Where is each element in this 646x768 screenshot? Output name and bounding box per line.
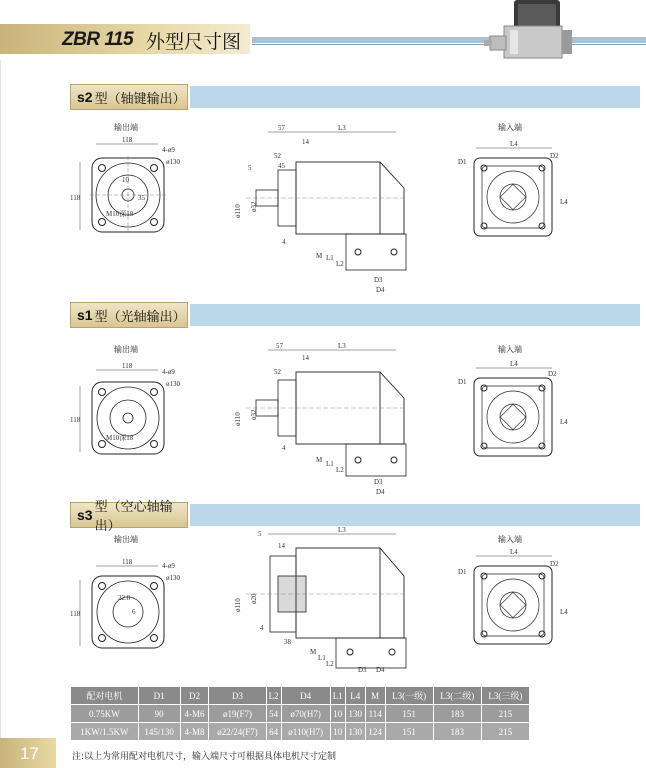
table-cell: 124: [365, 723, 385, 741]
svg-text:38: 38: [284, 638, 291, 646]
svg-text:D4: D4: [376, 286, 385, 294]
s3-side-view: [226, 526, 426, 676]
header-rule-line: [252, 44, 646, 45]
svg-text:L3: L3: [338, 342, 346, 350]
table-header: D4: [281, 687, 330, 705]
s3-input-end-view: [452, 530, 572, 660]
table-cell: 64: [266, 723, 281, 741]
table-row: [71, 705, 530, 723]
svg-text:14: 14: [278, 542, 285, 550]
svg-text:D2: D2: [550, 152, 559, 160]
s1-output-end-view: [66, 340, 196, 470]
table-header-row: [71, 687, 530, 705]
svg-text:57: 57: [278, 124, 285, 132]
header-rule: [252, 37, 646, 43]
svg-text:输出端: 输出端: [114, 345, 138, 354]
output-caption: 输出端: [114, 123, 138, 132]
table-cell: 90: [138, 705, 180, 723]
table-cell: 10: [330, 705, 345, 723]
svg-text:ø110: ø110: [234, 204, 242, 218]
svg-text:35: 35: [138, 194, 145, 202]
svg-text:M10深18: M10深18: [106, 434, 134, 442]
svg-text:ø130: ø130: [166, 380, 180, 388]
table-cell: ø22/24(F7): [209, 723, 266, 741]
section-bar-s2: [70, 84, 640, 110]
s1-input-end-view: [452, 340, 572, 470]
svg-text:L4: L4: [510, 360, 518, 368]
model-name: ZBR 115: [62, 29, 134, 50]
table-cell: 4-M6: [180, 705, 209, 723]
table-cell: 54: [266, 705, 281, 723]
svg-text:10: 10: [122, 176, 129, 184]
table-cell: 151: [385, 705, 433, 723]
svg-text:M: M: [310, 648, 317, 656]
svg-text:D2: D2: [548, 370, 557, 378]
section-bar-fill: [190, 304, 640, 326]
svg-text:4-ø9: 4-ø9: [162, 146, 175, 154]
svg-text:5: 5: [248, 164, 252, 172]
svg-text:L4: L4: [510, 548, 518, 556]
dimension-table: [70, 686, 530, 741]
svg-text:L4: L4: [560, 608, 568, 616]
left-margin-rule: [0, 60, 1, 738]
section-bar-fill: [190, 504, 640, 526]
svg-text:M: M: [316, 456, 323, 464]
footnote: 注:以上为常用配对电机尺寸，输入端尺寸可根据具体电机尺寸定制: [72, 752, 337, 762]
table-cell: 1KW/1.5KW: [71, 723, 139, 741]
table-header: L1: [330, 687, 345, 705]
section-tag-s3: s3 型（空心轴输出）: [70, 502, 188, 528]
svg-text:118: 118: [70, 416, 81, 424]
table-cell: 130: [345, 705, 365, 723]
table-header: M: [365, 687, 385, 705]
gearbox-product-image: [484, 0, 584, 70]
model-label-box: [0, 28, 141, 52]
svg-text:L4: L4: [510, 140, 518, 148]
s2-input-end-view: [452, 118, 572, 248]
page-number: 17: [20, 744, 39, 763]
svg-text:输入端: 输入端: [498, 345, 522, 354]
svg-text:5: 5: [258, 530, 262, 538]
svg-text:M: M: [316, 252, 323, 260]
svg-text:L4: L4: [560, 418, 568, 426]
svg-text:ø130: ø130: [166, 574, 180, 582]
page-title: 外型尺寸图: [146, 31, 242, 53]
svg-text:4-ø9: 4-ø9: [162, 562, 175, 570]
table-cell: 183: [433, 723, 481, 741]
s3-output-end-view: [66, 530, 196, 660]
table-header: D2: [180, 687, 209, 705]
table-header: L3(二级): [433, 687, 481, 705]
table-cell: 145/130: [138, 723, 180, 741]
svg-text:M10深18: M10深18: [106, 210, 134, 218]
table-cell: 10: [330, 723, 345, 741]
table-cell: 0.75KW: [71, 705, 139, 723]
table-cell: 130: [345, 723, 365, 741]
svg-text:D1: D1: [458, 378, 467, 386]
svg-text:输出端: 输出端: [114, 535, 138, 544]
svg-text:ø110: ø110: [234, 598, 242, 612]
section-bar-s1: [70, 302, 640, 328]
svg-text:L4: L4: [560, 198, 568, 206]
svg-text:45: 45: [278, 162, 285, 170]
svg-text:L2: L2: [336, 466, 344, 474]
svg-text:4-ø9: 4-ø9: [162, 368, 175, 376]
table-header: D3: [209, 687, 266, 705]
svg-text:4: 4: [282, 444, 286, 452]
table-cell: ø110(H7): [281, 723, 330, 741]
svg-text:L3: L3: [338, 526, 346, 534]
svg-text:ø110: ø110: [234, 412, 242, 426]
svg-text:D4: D4: [376, 666, 385, 674]
svg-text:ø130: ø130: [166, 158, 180, 166]
svg-text:118: 118: [122, 136, 133, 144]
table-header: L3(一级): [385, 687, 433, 705]
table-header: L3(三级): [481, 687, 529, 705]
table-cell: 215: [481, 723, 529, 741]
svg-text:4: 4: [260, 624, 264, 632]
s2-output-end-view: [66, 118, 196, 248]
svg-text:D2: D2: [550, 560, 559, 568]
section-bar-fill: [190, 86, 640, 108]
svg-text:L1: L1: [326, 460, 334, 468]
svg-text:输入端: 输入端: [498, 123, 522, 132]
svg-text:ø32: ø32: [250, 201, 258, 212]
table-cell: 151: [385, 723, 433, 741]
table-header: L4: [345, 687, 365, 705]
svg-text:D3: D3: [374, 276, 383, 284]
table-cell: 215: [481, 705, 529, 723]
svg-text:52: 52: [274, 152, 281, 160]
svg-text:52: 52: [274, 368, 281, 376]
table-header: D1: [138, 687, 180, 705]
table-row: [71, 723, 530, 741]
svg-text:L3: L3: [338, 124, 346, 132]
table-cell: ø19(F7): [209, 705, 266, 723]
svg-text:D4: D4: [376, 488, 385, 496]
table-cell: 114: [365, 705, 385, 723]
svg-text:ø32: ø32: [250, 409, 258, 420]
svg-text:D3: D3: [358, 666, 367, 674]
table-header: 配对电机: [71, 687, 139, 705]
svg-text:118: 118: [70, 610, 81, 618]
svg-text:ø20: ø20: [250, 593, 258, 604]
svg-text:118: 118: [122, 558, 133, 566]
svg-text:L1: L1: [326, 254, 334, 262]
svg-text:118: 118: [70, 194, 81, 202]
section-tag-s1: s1 型（光轴输出）: [70, 302, 188, 328]
svg-text:118: 118: [122, 362, 133, 370]
s2-side-view: [226, 118, 426, 298]
svg-text:L2: L2: [326, 660, 334, 668]
section-tag-s2: s2 型（轴键输出）: [70, 84, 188, 110]
table-header: L2: [266, 687, 281, 705]
svg-text:22.8: 22.8: [118, 594, 131, 602]
svg-text:L1: L1: [318, 654, 326, 662]
svg-text:4: 4: [282, 238, 286, 246]
svg-text:输入端: 输入端: [498, 535, 522, 544]
svg-text:D1: D1: [458, 158, 467, 166]
table-cell: ø70(H7): [281, 705, 330, 723]
svg-text:L2: L2: [336, 260, 344, 268]
svg-text:14: 14: [302, 138, 309, 146]
svg-text:57: 57: [276, 342, 283, 350]
table-cell: 4-M8: [180, 723, 209, 741]
svg-text:D1: D1: [458, 568, 467, 576]
svg-text:14: 14: [302, 354, 309, 362]
table-cell: 183: [433, 705, 481, 723]
svg-text:D3: D3: [374, 478, 383, 486]
s1-side-view: [226, 338, 426, 498]
svg-text:6: 6: [132, 608, 136, 616]
